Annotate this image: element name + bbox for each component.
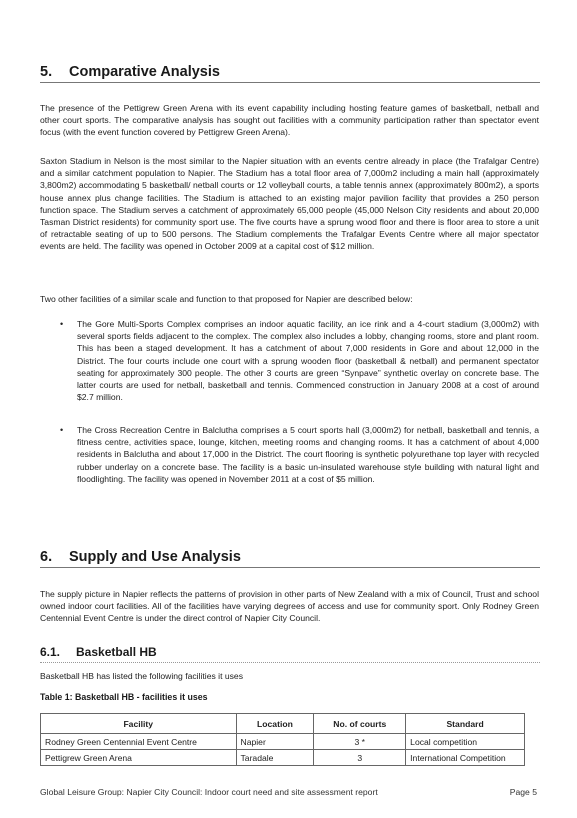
table-row <box>41 734 525 750</box>
section-6-title: Supply and Use Analysis <box>69 549 241 565</box>
section-6-1-title: Basketball HB <box>76 645 157 659</box>
table-row <box>41 750 525 766</box>
section-6-1-paragraph-1: Basketball HB has listed the following facilities it uses <box>40 671 244 681</box>
facilities-table <box>40 713 525 766</box>
bullet-dot-icon: • <box>60 425 64 435</box>
cell-standard: International Competition <box>406 750 525 766</box>
section-5-paragraph-1: The presence of the Pettigrew Green Arena with its event capability including hosting feature games of basketball, netball and other court sports. The comparative analysis has sought out facilities with a community participation rather than spectator event focus (with the event function covered by Pettigrew Green Arena). <box>40 103 539 138</box>
section-6-paragraph-1: The supply picture in Napier reflects the patterns of provision in other parts of New Zealand with a mix of Council, Trust and school owned indoor court facilities. All of the facilities have varying degrees of access and use for community sport. Only Rodney Green Centennial Event Centre is under the direct control of Napier City Council. <box>40 589 539 624</box>
column-header-facility: Facility <box>41 714 237 734</box>
section-6-1-number: 6.1. <box>40 645 61 659</box>
section-6-heading <box>40 549 540 568</box>
cell-facility: Rodney Green Centennial Event Centre <box>41 734 237 750</box>
cell-standard: Local competition <box>406 734 525 750</box>
cell-location: Napier <box>236 734 314 750</box>
footer-report-title: Global Leisure Group: Napier City Council: Indoor court need and site assessment report <box>40 787 378 797</box>
footer-page-number: Page 5 <box>509 787 537 797</box>
bullet-dot-icon: • <box>60 319 64 329</box>
section-6-number: 6. <box>40 549 53 565</box>
bullet-text: The Cross Recreation Centre in Balclutha comprises a 5 court sports hall (3,000m2) for netball, basketball and tennis, a fitness centre, activities space, lounge, kitchen, meeting rooms and changing rooms. It has a catchment of about 4,000 residents in Balclutha and about 17,000 in the District. The court flooring is synthetic polyurethane top layer with recycled rubber underlay on a concrete base. The facility is a basic un-insulated warehouse style building with natural light and floodlighting. The facility was opened in November 2011 at a cost of $5 million. <box>77 425 539 484</box>
bullet-text: The Gore Multi-Sports Complex comprises an indoor aquatic facility, an ice rink and a 4-court stadium (3,000m2) with several sports fields adjacent to the complex. The complex also includes a lobby, changing rooms, store and plant room. This has been a staged development. It has a catchment of about 7,000 residents in Gore and about 12,000 in the District. The four courts include one court with a sprung wooden floor (basketball & netball) and permanent spectator seating for approximately 300 people. The other 3 courts are green “Synpave” synthetic overlay on concrete base. The latter courts are used for netball, basketball and tennis. Commenced construction in January 2008 at a cost of around $2.7 million. <box>77 319 539 403</box>
section-5-title: Comparative Analysis <box>69 64 220 80</box>
cell-location: Taradale <box>236 750 314 766</box>
column-header-location: Location <box>236 714 314 734</box>
column-header-standard: Standard <box>406 714 525 734</box>
cell-courts: 3 * <box>314 734 406 750</box>
section-6-1-heading <box>40 645 540 663</box>
table-header-row <box>41 714 525 734</box>
column-header-courts: No. of courts <box>314 714 406 734</box>
cell-facility: Pettigrew Green Arena <box>41 750 237 766</box>
section-5-paragraph-3: Two other facilities of a similar scale and function to that proposed for Napier are described below: <box>40 294 413 304</box>
table-caption: Table 1: Basketball HB - facilities it uses <box>40 692 208 702</box>
section-5-paragraph-2: Saxton Stadium in Nelson is the most similar to the Napier situation with an events centre already in place (the Trafalgar Centre) and a similar catchment population to Napier. The Stadium has a total floor area of 7,000m2 including a main hall (approximately 3,800m2) accommodating 5 basketball/ netball courts or 12 volleyball courts, a table tennis annex (approximately 800m2), a sports house annex plus change facilities. The Stadium is attached to an existing major pavilion facility that provides a 250 person function space. The Stadium serves a catchment of approximately 65,000 people (45,000 Nelson City residents and about 20,000 Tasman District residents) for community sport use. The five courts have a sprung wood floor and there is floor area to store a unit of retractable seating of up to 500 persons. The Stadium complements the Trafalgar Events Centre where all major spectator events are held. The facility was opened in October 2009 at a capital cost of $12 million. <box>40 156 539 252</box>
cell-courts: 3 <box>314 750 406 766</box>
section-5-number: 5. <box>40 64 53 80</box>
section-5-heading <box>40 64 540 83</box>
